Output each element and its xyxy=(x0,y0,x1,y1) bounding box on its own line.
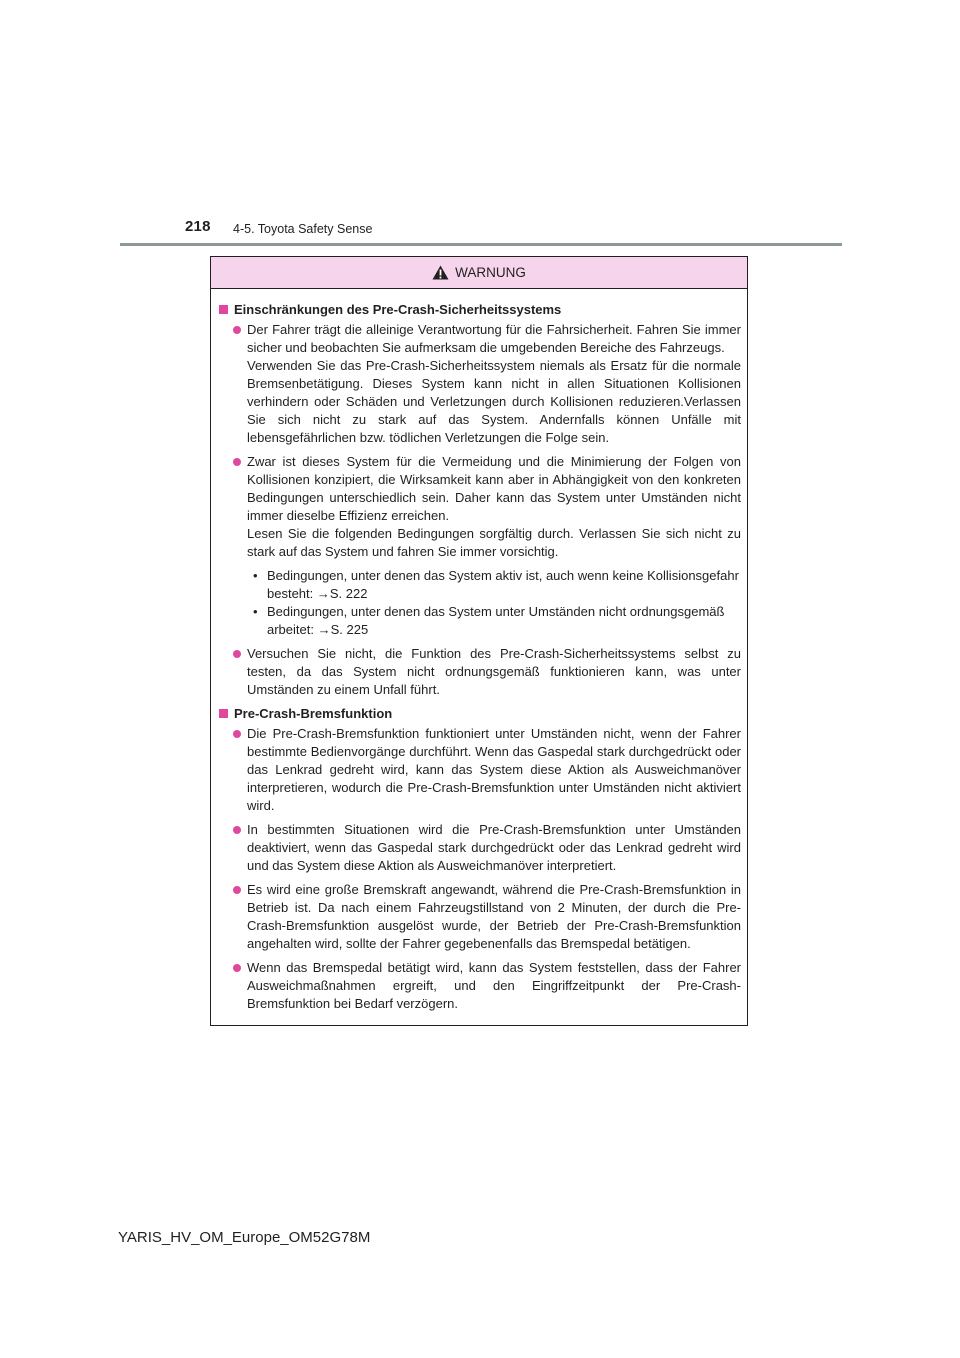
round-bullet-icon xyxy=(233,964,241,972)
round-bullet-icon xyxy=(233,886,241,894)
list-item: In bestimmten Situationen wird die Pre-Crash-Bremsfunktion unter Umständen deaktiviert, wenn das Gaspedal stark durchgedrückt oder das Lenkrad gedreht wird und das System diese Aktion als Ausweichmanöver interpretiert. xyxy=(219,821,741,875)
round-bullet-icon xyxy=(233,650,241,658)
warning-triangle-icon xyxy=(432,265,449,280)
condition-link-text: Bedingungen, unter denen das System aktiv ist, auch wenn keine Kollisionsgefahr besteht: →S. 222 xyxy=(267,568,739,601)
section-heading: Pre-Crash-Bremsfunktion xyxy=(219,705,741,723)
list-item: Zwar ist dieses System für die Vermeidung und die Minimierung der Folgen von Kollisionen konzipiert, die Wirksamkeit kann aber in Abhängigkeit von den konkreten Bedingungen unterschiedlich sein. Daher kann das System unter Umständen nicht immer dieselbe Effizienz erreichen. Lesen Sie die folgenden Bedingungen sorgfältig durch. Verlassen Sie sich nicht zu stark auf das System und fahren Sie immer vorsichtig. xyxy=(219,453,741,561)
condition-item: • Bedingungen, unter denen das System unter Umständen nicht ordnungsgemäß arbeitet: →S. 225 xyxy=(253,603,741,639)
list-item: Wenn das Bremspedal betätigt wird, kann das System feststellen, dass der Fahrer Ausweichmaßnahmen ergreift, und den Eingriffzeitpunkt der Pre-Crash-Bremsfunktion bei Bedarf verzögern. xyxy=(219,959,741,1013)
warning-body xyxy=(211,289,747,1013)
warning-header xyxy=(211,257,747,289)
warning-title: WARNUNG xyxy=(455,265,526,280)
list-item: Versuchen Sie nicht, die Funktion des Pre-Crash-Sicherheitssystems selbst zu testen, da das System nicht ordnungsgemäß funktionieren kann, was unter Umständen zu einem Unfall führt. xyxy=(219,645,741,699)
condition-item: • Bedingungen, unter denen das System aktiv ist, auch wenn keine Kollisionsgefahr besteht: →S. 222 xyxy=(253,567,741,603)
section-title: 4-5. Toyota Safety Sense xyxy=(233,222,373,236)
square-bullet-icon xyxy=(219,305,228,314)
list-item: Es wird eine große Bremskraft angewandt, während die Pre-Crash-Bremsfunktion in Betrieb ist. Da nach einem Fahrzeugstillstand von 2 Minuten, der durch die Pre-Crash-Bremsfunktion ausgelöst wurde, der Betrieb der Pre-Crash-Bremsfunktion angehalten wird, sollte der Fahrer gegebenenfalls das Bremspedal betätigen. xyxy=(219,881,741,953)
round-bullet-icon xyxy=(233,458,241,466)
round-bullet-icon xyxy=(233,826,241,834)
header-divider xyxy=(120,243,842,246)
round-bullet-icon xyxy=(233,730,241,738)
condition-list xyxy=(219,567,741,639)
section-heading: Einschränkungen des Pre-Crash-Sicherheitssystems xyxy=(219,301,741,319)
list-item: Der Fahrer trägt die alleinige Verantwortung für die Fahrsicherheit. Fahren Sie immer sicher und beobachten Sie aufmerksam die umgebenden Bereiche des Fahrzeugs. Verwenden Sie das Pre-Crash-Sicherheitssystem niemals als Ersatz für die normale Bremsenbetätigung. Dieses System kann nicht in allen Situationen Kollisionen verhindern oder Schäden und Verletzungen durch Kollisionen reduzieren.Verlassen Sie sich nicht zu stark auf das System. Andernfalls können Unfälle mit lebensgefährlichen bzw. tödlichen Verletzungen die Folge sein. xyxy=(219,321,741,447)
warning-box xyxy=(210,256,748,1026)
document-id: YARIS_HV_OM_Europe_OM52G78M xyxy=(118,1229,371,1246)
square-bullet-icon xyxy=(219,709,228,718)
list-item: Die Pre-Crash-Bremsfunktion funktioniert unter Umständen nicht, wenn der Fahrer bestimmte Bedienvorgänge durchführt. Wenn das Gaspedal stark durchgedrückt oder das Lenkrad gedreht wird, kann das System diese Aktion als Ausweichmanöver interpretieren, wodurch die Pre-Crash-Bremsfunktion unter Umständen nicht aktiviert wird. xyxy=(219,725,741,815)
round-bullet-icon xyxy=(233,326,241,334)
page-number: 218 xyxy=(185,218,211,235)
condition-link-text: Bedingungen, unter denen das System unter Umständen nicht ordnungsgemäß arbeitet: →S. 225 xyxy=(267,604,725,637)
